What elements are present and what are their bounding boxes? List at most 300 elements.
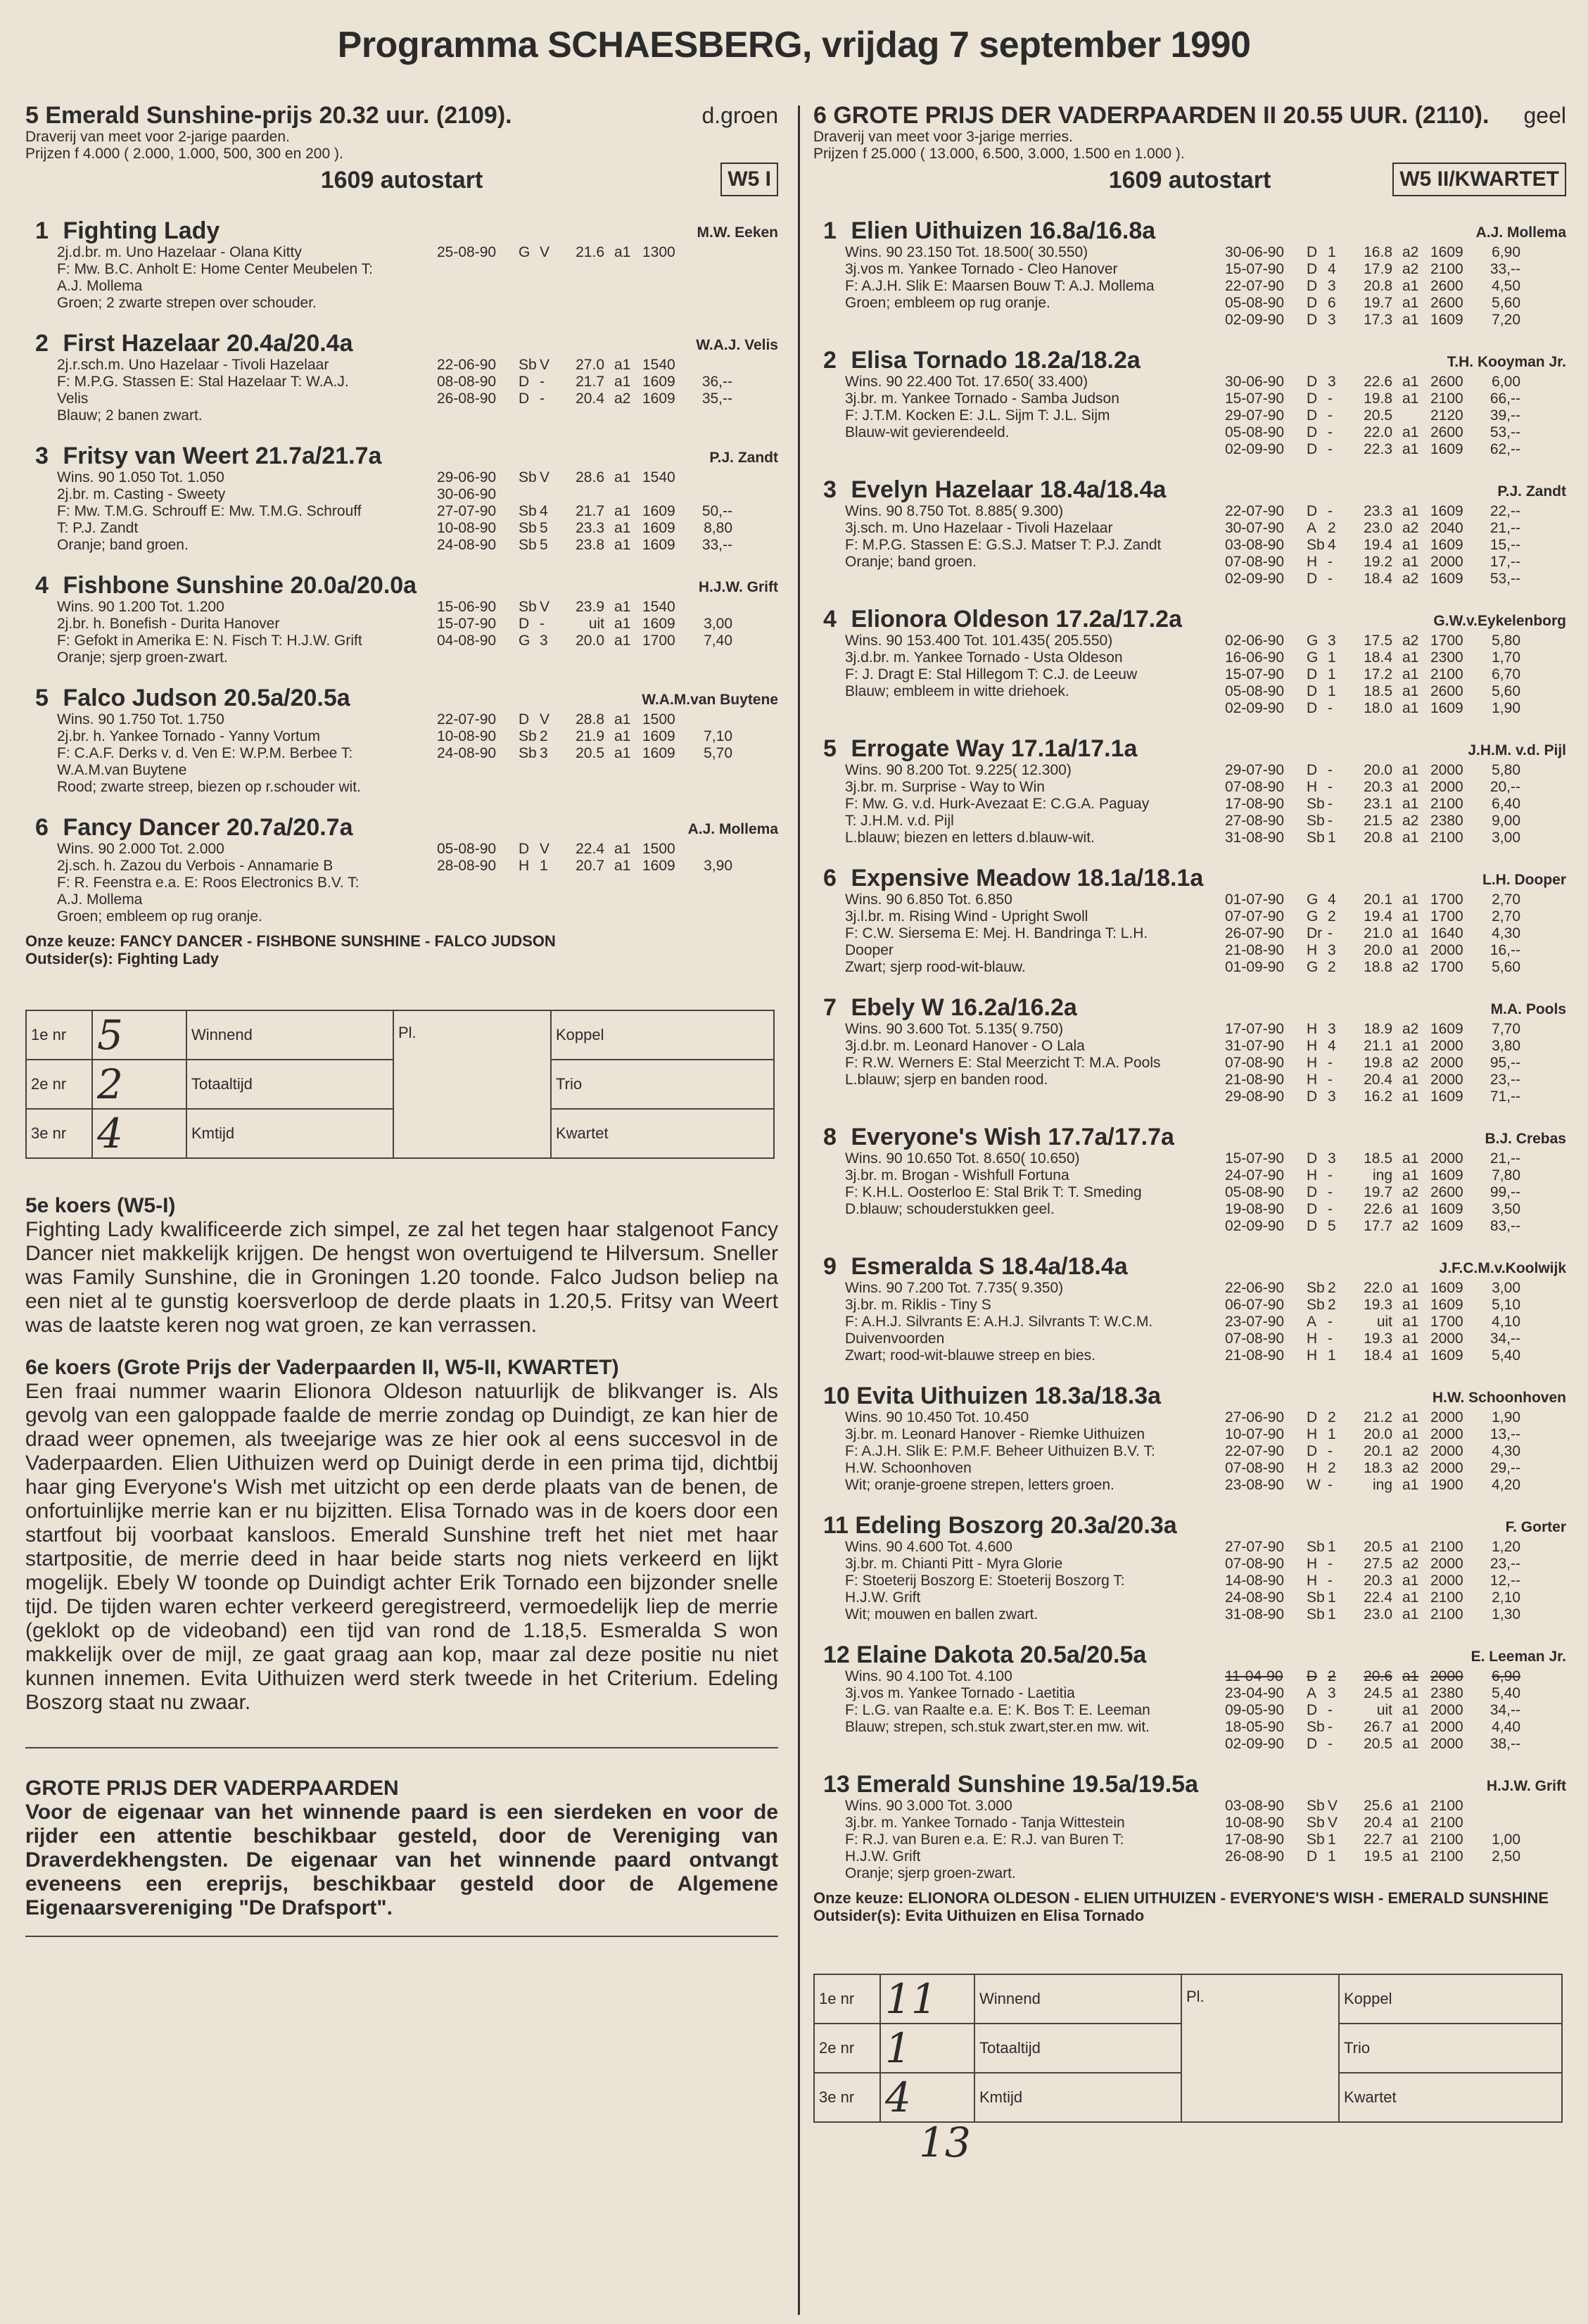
result-cell: 5,40 (1492, 1347, 1520, 1364)
result-cell: 2 (1328, 1460, 1336, 1476)
result-row (1225, 441, 1566, 458)
result-cell: 21.9 (576, 728, 604, 744)
result-cell: 2000 (1430, 1556, 1463, 1572)
result-cell: 17-08-90 (1225, 1831, 1285, 1848)
result-cell: D (1307, 700, 1318, 716)
horse-results (437, 357, 778, 424)
result-cell: 2100 (1430, 1815, 1463, 1831)
result-cell: 20.4 (1364, 1072, 1392, 1088)
horse-entry (813, 1253, 1566, 1364)
horse-info (813, 503, 1225, 588)
result-row (1225, 554, 1566, 571)
result-cell: 1609 (1430, 537, 1463, 553)
horse-info-line: 3j.vos m. Yankee Tornado - Laetitia (845, 1685, 1075, 1701)
result-cell: - (1328, 1736, 1333, 1752)
horse-number: 5 (35, 685, 49, 711)
horse-info-line: D.blauw; schouderstukken geel. (845, 1201, 1055, 1217)
result-cell: 3 (1328, 1021, 1336, 1037)
result-cell: 20.5 (576, 745, 604, 761)
result-cell: 3 (1328, 942, 1336, 958)
result-cell: a1 (1402, 312, 1419, 328)
result-cell: 1609 (642, 390, 675, 407)
result-cell: - (1328, 1573, 1333, 1589)
result-cell: 4 (1328, 537, 1336, 553)
result-cell: 02-09-90 (1225, 1218, 1285, 1234)
result-cell: H (1307, 1426, 1318, 1442)
form-handwritten-entry[interactable] (92, 1010, 186, 1060)
result-cell: Sb (519, 503, 537, 519)
horse-name-line (813, 735, 1566, 762)
horse-trainer: E. Leeman Jr. (1471, 1649, 1566, 1665)
result-cell: D (1307, 1184, 1318, 1200)
result-cell: uit (1376, 1314, 1392, 1330)
horse-body (25, 841, 778, 925)
result-cell: 05-08-90 (1225, 683, 1285, 699)
handwritten-number: 5 (97, 1011, 123, 1059)
result-cell: D (1307, 571, 1318, 587)
result-row (1225, 1539, 1566, 1556)
horse-info-line: Wins. 90 8.200 Tot. 9.225( 12.300) (845, 762, 1072, 778)
result-cell: 5,40 (1492, 1685, 1520, 1701)
result-cell: 1,30 (1492, 1606, 1520, 1623)
horse-info-line: 3j.d.br. m. Leonard Hanover - O Lala (845, 1038, 1085, 1054)
horse-info-line: Wit; mouwen en ballen zwart. (845, 1606, 1038, 1623)
horse-name-line (813, 476, 1566, 503)
horse-results (1225, 1539, 1566, 1623)
race5-color: d.groen (701, 103, 778, 128)
horse-info-line: Rood; zwarte streep, biezen op r.schouder wit. (57, 779, 361, 795)
left-column (25, 102, 778, 1937)
result-cell: D (1307, 1201, 1318, 1217)
horse-name-line (813, 1771, 1566, 1798)
horse-info-line: Groen; embleem op rug oranje. (57, 908, 262, 925)
horse-info-line: Blauw; strepen, sch.stuk zwart,ster.en mw. wit. (845, 1719, 1150, 1735)
result-cell: uit (588, 616, 604, 632)
horse-entry (813, 994, 1566, 1105)
result-cell (604, 486, 642, 503)
result-cell: 07-08-90 (1225, 1331, 1285, 1347)
form-rank-label: 3e nr (26, 1109, 92, 1158)
horse-trainer: G.W.v.Eykelenborg (1433, 613, 1566, 629)
result-row (1225, 1426, 1566, 1443)
horse-info (813, 1021, 1225, 1105)
result-cell: 1609 (1430, 1347, 1463, 1364)
horse-entry (813, 606, 1566, 717)
result-row (1225, 1201, 1566, 1218)
result-cell: 3 (540, 745, 548, 761)
result-cell: D (1307, 407, 1318, 424)
horse-info (813, 1798, 1225, 1882)
result-cell: 3,50 (1492, 1201, 1520, 1217)
result-cell: a1 (1402, 762, 1419, 778)
result-cell: D (1307, 278, 1318, 294)
result-cell: 18.3 (1364, 1460, 1392, 1476)
result-row (1225, 1038, 1566, 1055)
result-cell: 62,-- (1489, 441, 1520, 457)
result-cell: 22-07-90 (437, 711, 497, 728)
race6-desc-1: Draverij van meet voor 3-jarige merries. (813, 129, 1073, 145)
result-row (1225, 942, 1566, 959)
horse-name: Evita Uithuizen 18.3a/18.3a (856, 1383, 1162, 1409)
result-cell: 1609 (642, 728, 675, 744)
result-cell: G (1307, 908, 1319, 925)
result-cell: 2600 (1430, 424, 1463, 440)
horse-info-line: Wins. 90 7.200 Tot. 7.735( 9.350) (845, 1280, 1064, 1296)
race6-title: 6 GROTE PRIJS DER VADERPAARDEN II 20.55 UUR. (2110). (813, 102, 1489, 129)
result-cell: 2000 (1430, 1331, 1463, 1347)
result-cell: 2100 (1430, 1539, 1463, 1555)
handwritten-number: 1 (885, 2024, 911, 2072)
result-cell: Sb (519, 745, 537, 761)
horse-info-line: 2j.sch. h. Zazou du Verbois - Annamarie B (57, 858, 334, 874)
horse-results (1225, 1021, 1566, 1105)
form-wager-label: Kwartet (551, 1109, 774, 1158)
horse-info-line: Zwart; rood-wit-blauwe streep en bies. (845, 1347, 1095, 1364)
horse-body (813, 1150, 1566, 1235)
horse-trainer: M.W. Eeken (697, 224, 778, 241)
result-cell: 2000 (1430, 1150, 1463, 1167)
result-cell: D (519, 390, 530, 407)
result-cell: uit (1376, 1702, 1392, 1718)
result-cell: 1 (1328, 683, 1336, 699)
result-cell: 1700 (1430, 633, 1463, 649)
horse-info-line: 3j.vos m. Yankee Tornado - Cleo Hanover (845, 261, 1118, 277)
form-handwritten-entry[interactable] (880, 1974, 974, 2024)
column-divider (798, 106, 800, 2315)
result-cell: a1 (1402, 1848, 1419, 1865)
result-cell: D (1307, 1088, 1318, 1105)
result-cell: 2600 (1430, 1184, 1463, 1200)
result-cell: - (1328, 1201, 1333, 1217)
result-cell: 1609 (1430, 441, 1463, 457)
result-cell: a1 (614, 633, 631, 649)
result-cell: 2000 (1430, 1736, 1463, 1752)
result-cell: 1609 (1430, 1201, 1463, 1217)
result-cell: ing (1372, 1477, 1392, 1493)
result-cell: - (1328, 1477, 1333, 1493)
horse-name: Elien Uithuizen 16.8a/16.8a (851, 217, 1156, 244)
result-cell: a1 (1402, 1331, 1419, 1347)
horse-body (813, 1539, 1566, 1623)
horse-info-line: A.J. Mollema (57, 278, 143, 294)
result-cell: 18.4 (1364, 1347, 1392, 1364)
race6-horse-list (813, 217, 1566, 1882)
horse-info-line: 3j.sch. m. Uno Hazelaar - Tivoli Hazelaar (845, 520, 1113, 536)
result-cell: a1 (1402, 1606, 1419, 1623)
horse-info-line: Wins. 90 3.000 Tot. 3.000 (845, 1798, 1012, 1814)
form-wager-label: Trio (551, 1060, 774, 1109)
result-cell: 99,-- (1489, 1184, 1520, 1200)
horse-info-line: H.J.W. Grift (845, 1848, 921, 1865)
horse-info-line: F: J.T.M. Kocken E: J.L. Sijm T: J.L. Sijm (845, 407, 1110, 424)
result-cell: D (1307, 441, 1318, 457)
result-cell: 31-08-90 (1225, 1606, 1285, 1623)
race5-title: 5 Emerald Sunshine-prijs 20.32 uur. (2109). (25, 102, 512, 129)
race6-result-form (813, 1974, 1563, 2123)
result-cell: 23.0 (1364, 1606, 1392, 1623)
horse-info-line: Oranje; band groen. (57, 537, 189, 553)
result-cell: 22-07-90 (1225, 1443, 1285, 1459)
race5-header (25, 102, 778, 129)
result-cell: D (1307, 1443, 1318, 1459)
result-cell: 2000 (1430, 942, 1463, 958)
result-cell: a2 (1402, 1055, 1419, 1071)
horse-entry (813, 1383, 1566, 1494)
result-row (1225, 908, 1566, 925)
result-row (1225, 633, 1566, 649)
result-cell: G (1307, 633, 1319, 649)
form-handwritten-entry[interactable] (880, 2024, 974, 2073)
horse-info-line: F: J. Dragt E: Stal Hillegom T: C.J. de Leeuw (845, 666, 1138, 682)
result-cell: 29-07-90 (1225, 762, 1285, 778)
result-cell: a1 (614, 469, 631, 485)
result-cell: a1 (1402, 1815, 1419, 1831)
result-row (437, 599, 778, 616)
result-cell: V (540, 357, 550, 373)
result-cell: 1,70 (1492, 649, 1520, 666)
result-cell: 20.7 (576, 858, 604, 874)
horse-entry (813, 217, 1566, 329)
result-cell: a1 (1402, 700, 1419, 716)
result-cell: 1 (1328, 830, 1336, 846)
result-row (437, 503, 778, 520)
result-cell: a2 (614, 390, 631, 407)
result-cell: a1 (1402, 1072, 1419, 1088)
result-cell: a1 (1402, 666, 1419, 682)
result-cell: 95,-- (1489, 1055, 1520, 1071)
result-cell: a1 (614, 503, 631, 519)
result-cell (682, 841, 732, 858)
horse-trainer: L.H. Dooper (1482, 872, 1566, 888)
horse-number: 9 (823, 1253, 837, 1280)
result-row (1225, 1314, 1566, 1331)
result-cell: 20.8 (1364, 278, 1392, 294)
result-cell: 23.1 (1364, 796, 1392, 812)
result-cell: 21,-- (1489, 520, 1520, 536)
result-cell: - (1328, 503, 1333, 519)
result-cell: 2 (1328, 1297, 1336, 1313)
result-row (1225, 1573, 1566, 1589)
result-cell: a1 (1402, 441, 1419, 457)
race5-wager-box: W5 I (720, 163, 778, 196)
result-cell: D (1307, 762, 1318, 778)
result-cell: H (1307, 1038, 1318, 1054)
result-cell: 1 (1328, 1426, 1336, 1442)
result-row (1225, 1088, 1566, 1105)
result-cell: - (1328, 1184, 1333, 1200)
result-cell: a1 (1402, 1477, 1419, 1493)
gp-heading: GROTE PRIJS DER VADERPAARDEN (25, 1777, 399, 1800)
result-cell: - (1328, 441, 1333, 457)
horse-info-line: 2j.br. h. Yankee Tornado - Yanny Vortum (57, 728, 320, 744)
form-rank-label: 1e nr (26, 1010, 92, 1060)
result-row (1225, 1719, 1566, 1736)
result-cell: 18.5 (1364, 1150, 1392, 1167)
result-cell: 3 (1328, 312, 1336, 328)
horse-info-line: F: R.W. Werners E: Stal Meerzicht T: M.A. Pools (845, 1055, 1161, 1071)
result-cell: 30-07-90 (1225, 520, 1285, 536)
race5-result-form (25, 1010, 775, 1159)
horse-name-line (25, 814, 778, 841)
result-cell: 02-09-90 (1225, 441, 1285, 457)
result-cell: 01-07-90 (1225, 891, 1285, 908)
result-cell: 2000 (1430, 779, 1463, 795)
result-cell: 1609 (1430, 571, 1463, 587)
result-cell: V (540, 599, 550, 615)
horse-info-line: F: M.P.G. Stassen E: Stal Hazelaar T: W.A.J. (57, 374, 349, 390)
result-cell: a1 (1402, 908, 1419, 925)
result-cell: a1 (1402, 830, 1419, 846)
result-cell: 2,70 (1492, 908, 1520, 925)
result-cell: 2600 (1430, 374, 1463, 390)
horse-info-line: Zwart; sjerp rood-wit-blauw. (845, 959, 1026, 975)
horse-name: First Hazelaar 20.4a/20.4a (63, 330, 353, 357)
result-cell: a1 (1402, 925, 1419, 941)
result-cell: 1609 (1430, 1021, 1463, 1037)
result-cell: 23.8 (576, 537, 604, 553)
result-cell: 23-07-90 (1225, 1314, 1285, 1330)
horse-info (25, 841, 437, 925)
result-cell: G (519, 633, 531, 649)
result-cell: 23.3 (576, 520, 604, 536)
result-cell: H (519, 858, 530, 874)
result-cell: 2100 (1430, 1589, 1463, 1606)
result-cell: 1640 (1430, 925, 1463, 941)
result-cell: Sb (1307, 1589, 1325, 1606)
horse-trainer: H.J.W. Grift (1486, 1778, 1566, 1794)
result-cell: 1609 (1430, 1280, 1463, 1296)
horse-body (813, 1021, 1566, 1105)
result-cell: D (519, 616, 530, 632)
result-cell: 08-08-90 (437, 374, 497, 390)
horse-entry (25, 685, 778, 796)
result-cell: 1609 (1430, 503, 1463, 519)
result-cell: 4 (1328, 261, 1336, 277)
result-cell: 2 (1328, 1668, 1336, 1684)
result-row (1225, 278, 1566, 295)
result-cell: 20.4 (576, 390, 604, 407)
horse-trainer: J.H.M. v.d. Pijl (1468, 742, 1566, 758)
result-cell: 2100 (1430, 830, 1463, 846)
result-cell: 23.3 (1364, 503, 1392, 519)
form-handwritten-entry[interactable] (92, 1109, 186, 1158)
result-cell (682, 357, 732, 374)
result-cell: 1 (1328, 244, 1336, 260)
race6-outsider: Outsider(s): Evita Uithuizen en Elisa Tornado (813, 1907, 1145, 1924)
result-cell: 1540 (642, 469, 675, 485)
result-cell: a1 (614, 711, 631, 728)
result-cell: H (1307, 1460, 1318, 1476)
result-cell: 16.8 (1364, 244, 1392, 260)
result-cell: Sb (1307, 796, 1325, 812)
horse-info-line: 3j.br. m. Yankee Tornado - Tanja Wittestein (845, 1815, 1125, 1831)
horse-info (813, 1668, 1225, 1753)
result-cell: - (1328, 796, 1333, 812)
horse-info-line: Dooper (845, 942, 894, 958)
result-cell: 31-07-90 (1225, 1038, 1285, 1054)
result-cell: 19.2 (1364, 554, 1392, 570)
horse-info-line: F: Mw. B.C. Anholt E: Home Center Meubelen T: (57, 261, 373, 277)
result-cell: 22.0 (1364, 424, 1392, 440)
result-cell: 6 (1328, 295, 1336, 311)
result-cell: H (1307, 1072, 1318, 1088)
result-cell: 2 (1328, 1409, 1336, 1425)
horse-number: 1 (35, 217, 49, 244)
result-cell: 2100 (1430, 1831, 1463, 1848)
result-cell: Sb (519, 520, 537, 536)
horse-results (1225, 244, 1566, 329)
horse-body (813, 1798, 1566, 1882)
result-cell: 5,70 (704, 745, 732, 761)
result-cell: D (1307, 374, 1318, 390)
horse-info (25, 711, 437, 796)
gp-text: Voor de eigenaar van het winnende paard is een sierdeken en voor de rijder een attentie beschikbaar gesteld, door de Vereniging van Draverdekhengsten. De eigenaar van het winnende paard ontvangt eveneens een ereprijs, beschikbaar gesteld door de Algemene Eigenaarsvereniging "De Drafsport". (25, 1801, 778, 1919)
result-cell: - (1328, 1719, 1333, 1735)
result-cell: D (1307, 666, 1318, 682)
result-cell: D (1307, 312, 1318, 328)
result-cell: 16-06-90 (1225, 649, 1285, 666)
result-cell: 17-08-90 (1225, 796, 1285, 812)
result-cell: a1 (1402, 278, 1419, 294)
horse-name: Fancy Dancer 20.7a/20.7a (63, 814, 353, 841)
result-cell: 07-08-90 (1225, 779, 1285, 795)
race5-desc-1: Draverij van meet voor 2-jarige paarden. (25, 129, 290, 145)
result-cell: 21,-- (1489, 1150, 1520, 1167)
form-handwritten-entry[interactable] (92, 1060, 186, 1109)
result-cell: V (540, 469, 550, 485)
result-cell: 3,00 (1492, 830, 1520, 846)
result-cell: 1609 (642, 374, 675, 390)
result-cell: 1609 (642, 520, 675, 536)
horse-name: Fighting Lady (63, 217, 220, 244)
result-cell: a1 (1402, 1719, 1419, 1735)
horse-trainer: A.J. Mollema (1475, 224, 1566, 241)
form-handwritten-entry[interactable] (880, 2073, 974, 2122)
result-cell: 1 (1328, 1848, 1336, 1865)
horse-info-line: Duivenvoorden (845, 1331, 945, 1347)
horse-entry (813, 347, 1566, 458)
horse-info-line: L.blauw; sjerp en banden rood. (845, 1072, 1048, 1088)
result-row (1225, 1815, 1566, 1831)
form-pl-label: Pl. (1181, 1974, 1339, 2122)
result-cell: 1700 (642, 633, 675, 649)
result-cell: 8,80 (704, 520, 732, 536)
horse-number: 3 (35, 443, 49, 469)
horse-entry (25, 443, 778, 554)
result-cell: - (1328, 424, 1333, 440)
result-cell: 6,70 (1492, 666, 1520, 682)
race6-keuze: Onze keuze: ELIONORA OLDESON - ELIEN UITHUIZEN - EVERYONE'S WISH - EMERALD SUNSHINE (813, 1889, 1549, 1907)
result-cell: 25.6 (1364, 1798, 1392, 1814)
horse-info-line: Wins. 90 1.750 Tot. 1.750 (57, 711, 224, 728)
horse-info (813, 1280, 1225, 1364)
result-row (437, 858, 778, 875)
result-cell: 10-08-90 (437, 520, 497, 536)
result-row (1225, 1736, 1566, 1753)
result-cell: 28.8 (576, 711, 604, 728)
result-cell: 20.5 (1364, 1736, 1392, 1752)
horse-name: Elaine Dakota 20.5a/20.5a (856, 1642, 1147, 1668)
result-cell: 15-06-90 (437, 599, 497, 615)
result-cell: a1 (1402, 1280, 1419, 1296)
result-cell: Sb (1307, 1815, 1325, 1831)
result-cell: 15,-- (1489, 537, 1520, 553)
result-cell: 33,-- (1489, 261, 1520, 277)
result-cell: 24-08-90 (437, 537, 497, 553)
result-cell: 02-09-90 (1225, 571, 1285, 587)
horse-info-line: Wins. 90 153.400 Tot. 101.435( 205.550) (845, 633, 1113, 649)
result-cell: 20.3 (1364, 1573, 1392, 1589)
